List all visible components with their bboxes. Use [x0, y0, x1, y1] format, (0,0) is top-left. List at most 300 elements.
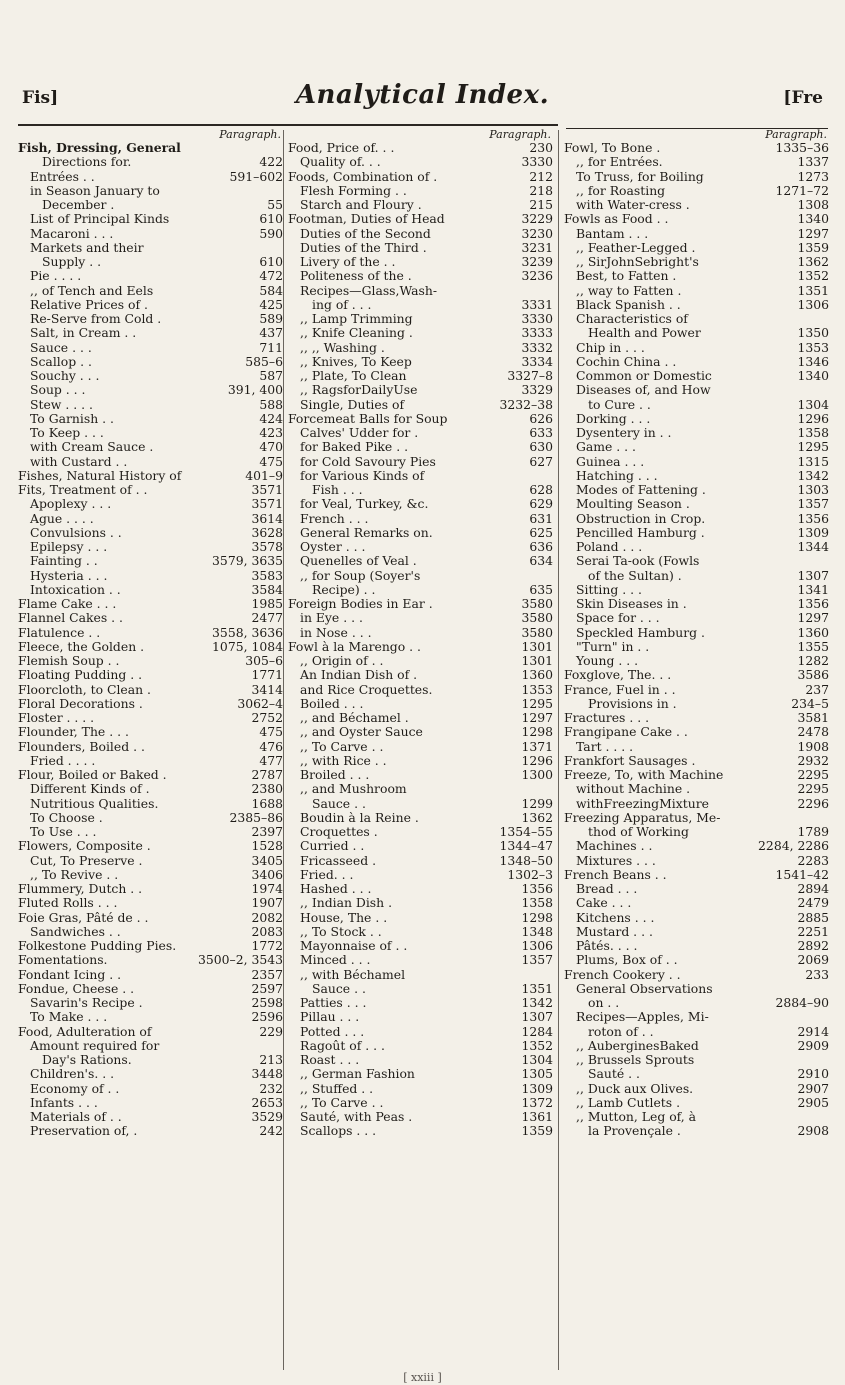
entry-term: Re-Serve from Cold .: [30, 312, 162, 326]
page-number: [ xxiii ]: [403, 1371, 442, 1384]
index-entry: [288, 398, 553, 412]
entry-term: Sauce . .: [312, 796, 366, 811]
entry-paragraph-number: 1337: [797, 154, 829, 170]
column-divider: [283, 130, 284, 1370]
entry-paragraph-number: 1282: [797, 653, 829, 668]
entry-paragraph-number: 628: [529, 482, 553, 497]
entry-paragraph-number: 1358: [797, 425, 829, 440]
entry-paragraph-number: 584: [259, 282, 283, 298]
index-entry: [564, 1025, 829, 1039]
entry-term: Entrées . .: [30, 169, 95, 184]
entry-paragraph-number: [549, 968, 553, 982]
entry-term: French Cookery . .: [564, 967, 681, 982]
entry-term: To Use . . .: [30, 825, 97, 839]
index-entry: [288, 740, 553, 754]
entry-term: with Custard . .: [30, 454, 128, 469]
entry-paragraph-number: 1301: [521, 653, 553, 668]
index-entry: [288, 640, 553, 654]
entry-term: Recipes—Apples, Mi-: [576, 1010, 709, 1025]
index-entry: [18, 868, 283, 882]
entry-term: ,, Stuffed . .: [300, 1081, 374, 1096]
index-entry: [288, 554, 553, 568]
index-entry: [18, 383, 283, 397]
index-entry: [288, 469, 553, 483]
entry-paragraph-number: 3580: [521, 624, 553, 640]
entry-term: Fried. . .: [300, 867, 354, 882]
entry-term: French Beans . .: [564, 867, 667, 882]
index-entry: [18, 797, 283, 811]
entry-paragraph-number: 3327–8: [507, 368, 553, 383]
entry-term: Broiled . . .: [300, 768, 370, 782]
entry-term: Health and Power: [588, 326, 701, 341]
entry-paragraph-number: 3231: [521, 239, 553, 255]
index-entry: [288, 896, 553, 910]
entry-paragraph-number: 1352: [521, 1037, 553, 1053]
entry-term: Fits, Treatment of . .: [18, 483, 148, 497]
entry-paragraph-number: 635: [529, 581, 553, 597]
entry-paragraph-number: 2082: [251, 909, 283, 925]
entry-term: Sauté, with Peas .: [300, 1110, 413, 1124]
index-entry: [18, 440, 283, 454]
entry-term: Curried . .: [300, 839, 365, 854]
entry-term: ing of . . .: [312, 297, 372, 312]
entry-paragraph-number: 234–5: [791, 695, 829, 711]
index-entry: [288, 611, 553, 625]
index-entry: [288, 1053, 553, 1067]
entry-term: Sauté . .: [588, 1067, 640, 1082]
entry-paragraph-number: 233: [805, 966, 829, 982]
entry-term: List of Principal Kinds: [30, 212, 170, 227]
entry-term: ,, Feather-Legged .: [576, 240, 696, 255]
entry-paragraph-number: 470: [259, 439, 283, 455]
index-entry: [18, 227, 283, 241]
entry-term: Foie Gras, Pâté de . .: [18, 910, 149, 925]
index-entry: [18, 1010, 283, 1024]
index-entry: [288, 155, 553, 169]
entry-paragraph-number: 3580: [521, 596, 553, 611]
entry-term: Boiled . . .: [300, 696, 364, 711]
entry-term: Pie . . . .: [30, 269, 82, 284]
entry-term: ,, with Rice . .: [300, 753, 387, 768]
index-entry: [288, 426, 553, 440]
entry-term: Kitchens . . .: [576, 910, 655, 925]
index-entry: [18, 255, 283, 269]
index-entry: [564, 825, 829, 839]
index-entry: [288, 341, 553, 355]
entry-paragraph-number: 1315: [797, 453, 829, 469]
entry-term: Flemish Soup . .: [18, 654, 120, 668]
entry-paragraph-number: 2357: [251, 966, 283, 982]
entry-paragraph-number: 1295: [521, 695, 553, 711]
entry-paragraph-number: 585–6: [245, 353, 283, 369]
entry-paragraph-number: 477: [259, 752, 283, 768]
entry-paragraph-number: 1303: [797, 482, 829, 497]
entry-paragraph-number: 590: [259, 225, 283, 241]
index-entry: [18, 654, 283, 668]
entry-paragraph-number: 1771: [251, 667, 283, 683]
index-entry: [18, 1110, 283, 1124]
entry-paragraph-number: 634: [529, 553, 553, 569]
index-entry: [18, 740, 283, 754]
entry-term: Savarin's Recipe .: [30, 996, 143, 1010]
entry-term: ,, To Carve . .: [300, 739, 384, 754]
index-entry: [288, 1067, 553, 1081]
index-entry: [288, 583, 553, 597]
index-entry: [18, 355, 283, 369]
entry-term: Freeze, To, with Machine: [564, 768, 724, 782]
entry-term: Recipe) . .: [312, 582, 376, 597]
index-entry: [288, 854, 553, 868]
entry-paragraph-number: 591–602: [229, 168, 283, 184]
index-column-1: [18, 128, 283, 1139]
index-column-3: [564, 128, 829, 1139]
entry-paragraph-number: 2787: [251, 767, 283, 782]
index-entry: [564, 284, 829, 298]
entry-term: Speckled Hamburg .: [576, 625, 705, 640]
entry-paragraph-number: 1361: [521, 1109, 553, 1124]
index-entry: [288, 839, 553, 853]
entry-paragraph-number: 1772: [251, 938, 283, 953]
index-entry: [564, 939, 829, 953]
index-entry: [18, 569, 283, 583]
entry-paragraph-number: 1541–42: [775, 866, 829, 882]
entry-term: Sandwiches . .: [30, 924, 121, 939]
entry-term: Patties . . .: [300, 996, 367, 1010]
entry-term: Folkestone Pudding Pies.: [18, 939, 177, 953]
entry-paragraph-number: 629: [529, 496, 553, 512]
entry-term: in Eye . . .: [300, 611, 363, 626]
entry-term: ,, To Revive . .: [30, 867, 119, 882]
entry-paragraph-number: 1352: [797, 268, 829, 284]
entry-term: Single, Duties of: [300, 397, 405, 412]
index-entry: [564, 184, 829, 198]
index-entry: [564, 611, 829, 625]
index-entry: [18, 839, 283, 853]
running-head-left: Fis]: [22, 88, 59, 108]
index-entry: [18, 1082, 283, 1096]
entry-paragraph-number: 391, 400: [227, 382, 283, 398]
entry-term: Duties of the Third .: [300, 240, 427, 255]
entry-term: without Machine .: [576, 782, 691, 797]
entry-paragraph-number: 2295: [797, 767, 829, 782]
index-entry: [18, 540, 283, 554]
page-header: [0, 0, 845, 120]
index-entry: [288, 697, 553, 711]
entry-term: on . .: [588, 996, 620, 1010]
entry-term: and Rice Croquettes.: [300, 682, 433, 697]
entry-paragraph-number: 1356: [797, 596, 829, 611]
entry-term: Hysteria . . .: [30, 568, 108, 583]
index-entry: [564, 640, 829, 654]
index-entry: [564, 455, 829, 469]
entry-term: Fowl à la Marengo . .: [288, 639, 421, 654]
index-entry: [18, 284, 283, 298]
entry-paragraph-number: 425: [259, 296, 283, 312]
entry-term: Nutritious Qualities.: [30, 796, 159, 811]
index-entry: [564, 882, 829, 896]
entry-term: for Cold Savoury Pies: [300, 454, 436, 469]
entry-term: To Make . . .: [30, 1010, 108, 1025]
entry-paragraph-number: 3628: [251, 524, 283, 540]
entry-term: Preservation of, .: [30, 1124, 138, 1139]
entry-term: ,, Plate, To Clean: [300, 369, 407, 383]
entry-term: in Season January to: [30, 183, 160, 198]
entry-term: Diseases of, and How: [576, 383, 711, 398]
entry-term: Common or Domestic: [576, 369, 712, 383]
entry-term: Plums, Box of . .: [576, 953, 678, 968]
index-entry: [288, 184, 553, 198]
index-entry: [18, 939, 283, 953]
entry-paragraph-number: 1362: [521, 809, 553, 825]
entry-term: Different Kinds of .: [30, 782, 150, 797]
entry-paragraph-number: 229: [259, 1023, 283, 1039]
entry-term: ,, AuberginesBaked: [576, 1038, 699, 1053]
entry-term: Food, Price of. . .: [288, 141, 395, 155]
index-entry: [18, 483, 283, 497]
entry-paragraph-number: 636: [529, 539, 553, 554]
entry-paragraph-number: 424: [259, 410, 283, 426]
entry-term: Pâtés. . . .: [576, 939, 638, 953]
index-entry: [564, 654, 829, 668]
index-entry: [564, 911, 829, 925]
entry-paragraph-number: 1304: [797, 396, 829, 412]
entry-term: Poland . . .: [576, 540, 643, 554]
index-entry: [564, 569, 829, 583]
entry-paragraph-number: 1350: [797, 325, 829, 341]
entry-paragraph-number: 1297: [797, 610, 829, 626]
index-entry: [288, 298, 553, 312]
entry-term: Freezing Apparatus, Me-: [564, 810, 721, 825]
entry-paragraph-number: 2932: [797, 752, 829, 768]
entry-paragraph-number: 3580: [521, 610, 553, 626]
entry-paragraph-number: 1341: [797, 581, 829, 597]
entry-term: Flesh Forming . .: [300, 183, 407, 198]
entry-paragraph-number: 3334: [521, 353, 553, 369]
index-entry: [18, 640, 283, 654]
index-entry: [18, 896, 283, 910]
entry-term: Fried . . . .: [30, 753, 96, 768]
entry-term: Epilepsy . . .: [30, 540, 108, 554]
entry-paragraph-number: [549, 782, 553, 796]
index-entry: [288, 483, 553, 497]
index-entry: [18, 911, 283, 925]
index-entry: [18, 412, 283, 426]
entry-term: France, Fuel in . .: [564, 682, 676, 697]
entry-paragraph-number: 1362: [797, 254, 829, 269]
index-entry: [18, 212, 283, 226]
entry-term: Starch and Floury .: [300, 198, 422, 212]
entry-term: Convulsions . .: [30, 525, 122, 540]
entry-term: ,, To Stock . .: [300, 924, 382, 939]
entry-term: Provisions in .: [588, 696, 677, 711]
entry-term: Fractures . . .: [564, 711, 650, 725]
entry-term: Floating Pudding . .: [18, 668, 143, 683]
entry-paragraph-number: 1371: [521, 738, 553, 754]
index-entry: [18, 825, 283, 839]
entry-term: Space for . . .: [576, 611, 660, 626]
entry-term: thod of Working: [588, 825, 689, 839]
entry-paragraph-number: 2479: [797, 895, 829, 911]
index-entry: [564, 854, 829, 868]
entry-term: Guinea . . .: [576, 454, 645, 469]
entry-paragraph-number: 1335–36: [775, 140, 829, 155]
index-entry: [564, 326, 829, 340]
paragraph-label: Paragraph.: [765, 128, 827, 141]
entry-term: Fluted Rolls . . .: [18, 896, 118, 911]
entry-term: ,, To Carve . .: [300, 1095, 384, 1110]
entry-term: Stew . . . .: [30, 397, 93, 412]
index-entry: [18, 668, 283, 682]
entry-paragraph-number: 1307: [797, 567, 829, 583]
entry-paragraph-number: 1308: [797, 197, 829, 212]
entry-term: Modes of Fattening .: [576, 483, 706, 497]
entry-paragraph-number: 2884–90: [775, 995, 829, 1010]
entry-term: ,, for Soup (Soyer's: [300, 568, 421, 583]
entry-term: Duties of the Second: [300, 226, 431, 241]
index-entry: [18, 1124, 283, 1138]
index-entry: [288, 569, 553, 583]
index-entry: [564, 298, 829, 312]
header-rule-left: [18, 124, 558, 126]
entry-term: Dysentery in . .: [576, 426, 672, 440]
entry-paragraph-number: 3614: [251, 510, 283, 526]
entry-term: Recipes—Glass,Wash-: [300, 283, 438, 298]
entry-paragraph-number: 588: [259, 396, 283, 412]
index-entry: [564, 996, 829, 1010]
entry-paragraph-number: 2069: [797, 952, 829, 968]
entry-paragraph-number: 2596: [251, 1009, 283, 1025]
entry-paragraph-number: 625: [529, 524, 553, 540]
index-entry: [564, 1124, 829, 1138]
index-entry: [564, 398, 829, 412]
index-entry: [288, 440, 553, 454]
entry-paragraph-number: 2597: [251, 980, 283, 996]
entry-term: Cochin China . .: [576, 354, 677, 369]
index-entry: [18, 241, 283, 255]
index-entry: [564, 255, 829, 269]
entry-term: ,, and Béchamel .: [300, 711, 409, 725]
index-entry: [18, 298, 283, 312]
entry-term: Game . . .: [576, 440, 636, 455]
entry-term: Quality of. . .: [300, 155, 381, 170]
index-entry: [288, 455, 553, 469]
entry-paragraph-number: 3578: [251, 539, 283, 554]
entry-paragraph-number: 1359: [797, 239, 829, 255]
entry-paragraph-number: 3330: [521, 154, 553, 170]
entry-term: for Various Kinds of: [300, 468, 425, 483]
entry-paragraph-number: 1284: [521, 1023, 553, 1039]
entry-term: Markets and their: [30, 240, 144, 255]
index-entry: [564, 241, 829, 255]
entry-term: Moulting Season .: [576, 497, 690, 512]
entry-paragraph-number: 242: [259, 1123, 283, 1139]
index-entry: [288, 882, 553, 896]
index-entry: [288, 198, 553, 212]
index-entry: [564, 811, 829, 825]
entry-paragraph-number: 631: [529, 510, 553, 526]
index-column-2: [288, 128, 553, 1139]
paragraph-label: Paragraph.: [219, 128, 281, 141]
entry-term: ,, and Mushroom: [300, 782, 407, 797]
index-entry: [18, 398, 283, 412]
index-entry: [564, 768, 829, 782]
entry-paragraph-number: 1306: [797, 296, 829, 312]
entry-term: Flounders, Boiled . .: [18, 739, 145, 754]
index-entry: [18, 526, 283, 540]
index-entry: [564, 355, 829, 369]
entry-paragraph-number: 2477: [251, 610, 283, 626]
entry-paragraph-number: 3329: [521, 382, 553, 398]
index-entry: [288, 227, 553, 241]
entry-paragraph-number: 2752: [251, 710, 283, 725]
index-entry: [288, 868, 553, 882]
entry-term: Ague . . . .: [30, 511, 94, 526]
entry-term: Black Spanish . .: [576, 297, 681, 312]
index-entry: [288, 497, 553, 511]
entry-paragraph-number: 215: [529, 197, 553, 212]
entry-paragraph-number: 1344: [797, 539, 829, 554]
entry-paragraph-number: 610: [259, 254, 283, 269]
entry-paragraph-number: 3583: [251, 567, 283, 583]
entry-term: Machines . .: [576, 839, 653, 854]
entry-paragraph-number: 55: [267, 197, 283, 212]
entry-paragraph-number: 2083: [251, 923, 283, 939]
entry-paragraph-number: 2380: [251, 781, 283, 797]
entry-paragraph-number: 1296: [797, 410, 829, 426]
entry-paragraph-number: [549, 469, 553, 483]
index-entry: [564, 312, 829, 326]
entry-term: ,, Brussels Sprouts: [576, 1053, 695, 1067]
entry-paragraph-number: [825, 1010, 829, 1024]
index-entry: [564, 512, 829, 526]
entry-paragraph-number: 1273: [797, 168, 829, 184]
index-entry: [18, 968, 283, 982]
entry-term: To Truss, for Boiling: [576, 169, 704, 184]
entry-paragraph-number: 1297: [797, 225, 829, 241]
entry-term: Frangipane Cake . .: [564, 725, 688, 740]
entry-paragraph-number: 1356: [797, 510, 829, 526]
entry-paragraph-number: 1974: [251, 881, 283, 896]
entry-term: Flounder, The . . .: [18, 725, 129, 740]
page-title: Analytical Index.: [295, 80, 550, 110]
entry-paragraph-number: 2598: [251, 995, 283, 1010]
index-entry: [18, 184, 283, 198]
entry-paragraph-number: 3229: [521, 211, 553, 227]
index-entry: [288, 412, 553, 426]
entry-paragraph-number: 3571: [251, 496, 283, 512]
entry-term: Young . . .: [576, 654, 639, 668]
index-entry: [18, 141, 283, 155]
entry-paragraph-number: 1357: [797, 496, 829, 512]
index-entry: [564, 782, 829, 796]
entry-paragraph-number: 2653: [251, 1094, 283, 1110]
entry-term: Flowers, Composite .: [18, 839, 151, 854]
entry-paragraph-number: 1296: [521, 752, 553, 768]
entry-term: Pencilled Hamburg .: [576, 525, 705, 540]
entry-term: Minced . . .: [300, 953, 371, 968]
entry-paragraph-number: 3330: [521, 311, 553, 326]
entry-paragraph-number: 2885: [797, 909, 829, 925]
entry-paragraph-number: 1304: [521, 1052, 553, 1067]
entry-term: Mayonnaise of . .: [300, 939, 408, 953]
index-entry: [564, 526, 829, 540]
entry-term: Politeness of the .: [300, 269, 412, 284]
index-entry: [564, 1039, 829, 1053]
entry-term: Fleece, the Golden .: [18, 639, 145, 654]
entry-paragraph-number: [825, 554, 829, 568]
entry-paragraph-number: 1789: [797, 824, 829, 839]
entry-term: Characteristics of: [576, 312, 688, 326]
